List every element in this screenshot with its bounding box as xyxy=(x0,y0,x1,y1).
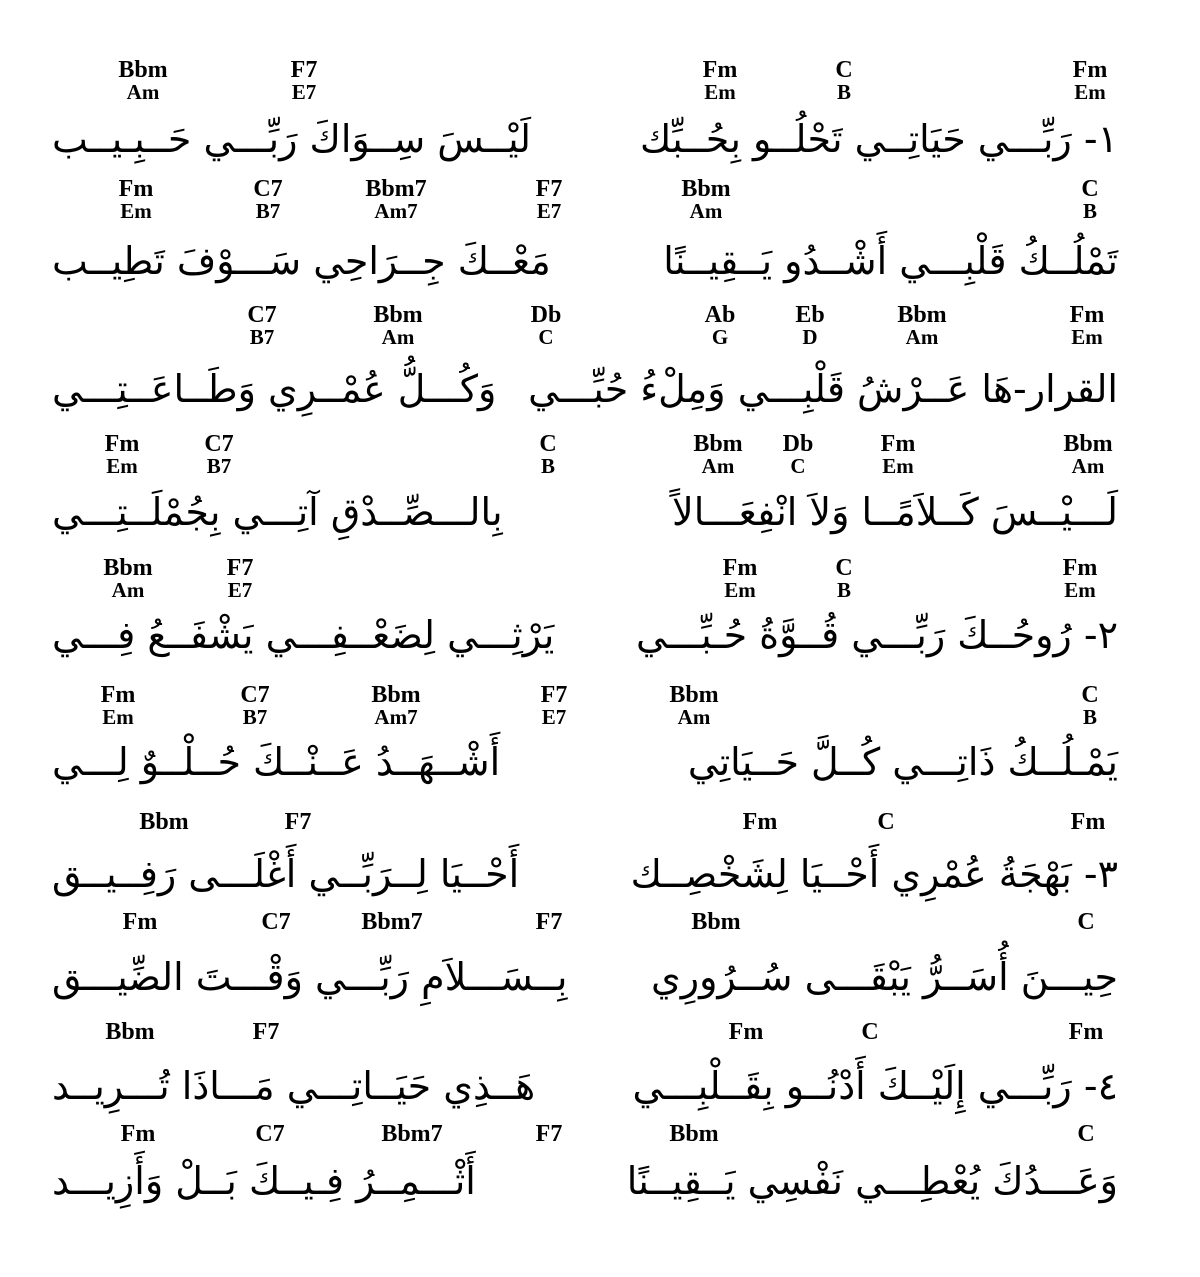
lyric-line-left-2: وَكُـــلُّ عُمْــرِي وَطَــاعَــتِـــي xyxy=(52,367,497,411)
lyric-line-right-6: ٣- بَهْجَةُ عُمْرِي أَحْــيَا لِشَخْصِــك xyxy=(630,852,1118,896)
chord-left-4-1 xyxy=(227,556,254,601)
chord-alt-name: B xyxy=(1082,199,1097,223)
chord-alt-name: Em xyxy=(106,454,138,478)
chord-alt-name: Em xyxy=(1071,325,1103,349)
chord-alt-name: Em xyxy=(1074,80,1106,104)
chord-name: C xyxy=(1077,1121,1095,1147)
chord-name: F7 xyxy=(540,682,568,708)
chord-right-6-0 xyxy=(743,810,778,834)
chord-alt-name: Em xyxy=(704,80,736,104)
lyric-line-left-6: أَحْــيَا لِــرَبِّــي أَغْلَـــى رَفِــيــق xyxy=(52,852,520,896)
chord-name: C7 xyxy=(253,176,283,202)
chord-right-2-3 xyxy=(1070,303,1105,348)
chord-alt-name: Am xyxy=(677,705,711,729)
chord-right-5-1 xyxy=(1081,683,1098,728)
chord-name: Db xyxy=(530,302,562,328)
chord-name: C xyxy=(835,555,853,581)
chord-left-9-1 xyxy=(255,1122,284,1146)
chord-right-0-2 xyxy=(1073,58,1108,103)
chord-left-0-1 xyxy=(291,58,318,103)
lyric-line-left-9: أَثْـــمِــرُ فِـيــكَ بَــلْ وَأَزِيـــد xyxy=(52,1159,476,1203)
chord-name: Fm xyxy=(1062,555,1098,581)
chord-left-7-2 xyxy=(361,910,422,934)
chord-name: Bbm xyxy=(371,682,421,708)
chord-name: F7 xyxy=(290,57,318,83)
chord-right-3-0 xyxy=(693,432,742,477)
chord-alt-name: Am xyxy=(381,325,415,349)
chord-name: Bbm xyxy=(103,555,153,581)
chord-right-0-1 xyxy=(835,58,852,103)
chord-alt-name: Am7 xyxy=(374,705,418,729)
chord-name: C7 xyxy=(240,682,270,708)
chord-alt-name: E7 xyxy=(291,80,317,104)
chord-right-4-0 xyxy=(723,556,758,601)
lyric-line-right-5: يَمْـلُــكُ ذَاتِـــي كُــلَّ حَــيَاتِي xyxy=(687,740,1118,784)
chord-left-2-1 xyxy=(373,303,422,348)
chord-left-7-0 xyxy=(123,910,158,934)
chord-right-3-2 xyxy=(881,432,916,477)
chord-alt-name: C xyxy=(790,454,806,478)
chord-alt-name: Am7 xyxy=(374,199,418,223)
chord-name: F7 xyxy=(535,909,563,935)
chord-alt-name: Am xyxy=(689,199,723,223)
chord-name: F7 xyxy=(535,1121,563,1147)
chord-name: C xyxy=(861,1019,879,1045)
chord-name: Bbm xyxy=(691,909,741,935)
chord-left-2-0 xyxy=(247,303,276,348)
lyric-line-right-2: القرار-هَا عَــرْشُ قَلْبِـــي وَمِلْءُ حُبِّـــي xyxy=(528,367,1118,411)
chord-right-7-1 xyxy=(1077,910,1094,934)
lyric-line-left-7: بِــسَـــلاَمِ رَبِّـــي وَقْـــتَ الضِّيـــق xyxy=(52,955,568,999)
chord-alt-name: D xyxy=(802,325,818,349)
lyric-line-left-5: أَشْــهَــدُ عَــنْــكَ حُــلْــوٌ لِـــي xyxy=(52,740,501,784)
chord-left-7-3 xyxy=(536,910,563,934)
chord-name: Fm xyxy=(742,809,778,835)
chord-left-6-0 xyxy=(139,810,188,834)
chord-alt-name: E7 xyxy=(227,578,253,602)
chord-alt-name: B xyxy=(1082,705,1097,729)
chord-right-4-1 xyxy=(835,556,852,601)
lyric-line-right-1: تَمْلُــكُ قَلْبِـــي أَشْــدُو يَــقِيــنًا xyxy=(663,239,1118,283)
chord-right-6-1 xyxy=(877,810,894,834)
chord-right-2-1 xyxy=(795,303,824,348)
chord-left-3-2 xyxy=(539,432,556,477)
chord-right-1-1 xyxy=(1081,177,1098,222)
lyric-line-left-0: لَيْــسَ سِــوَاكَ رَبِّـــي حَــبِـيــب xyxy=(52,117,532,161)
chord-name: Ab xyxy=(704,302,736,328)
chord-right-5-0 xyxy=(669,683,718,728)
lyric-line-right-0: ١- رَبِّـــي حَيَاتِــي تَحْلُــو بِحُــبِّك xyxy=(640,117,1118,161)
chord-name: C7 xyxy=(261,909,291,935)
chord-name: Fm xyxy=(1068,1019,1104,1045)
chord-name: Fm xyxy=(880,431,916,457)
chord-name: Fm xyxy=(1069,302,1105,328)
chord-name: Bbm xyxy=(669,1121,719,1147)
chord-left-5-2 xyxy=(371,683,420,728)
chord-alt-name: B7 xyxy=(255,199,281,223)
chord-alt-name: Em xyxy=(120,199,152,223)
chord-name: C xyxy=(1077,909,1095,935)
chord-right-8-2 xyxy=(1069,1020,1104,1044)
chord-name: F7 xyxy=(535,176,563,202)
chord-name: Fm xyxy=(1070,809,1106,835)
lyric-line-right-9: وَعَـــدُكَ يُعْطِـــي نَفْسِي يَــقِيــنًا xyxy=(626,1159,1118,1203)
chord-left-7-1 xyxy=(261,910,290,934)
chord-alt-name: B xyxy=(540,454,555,478)
chord-left-1-1 xyxy=(253,177,282,222)
chord-alt-name: B xyxy=(836,80,851,104)
chord-name: C xyxy=(877,809,895,835)
chord-name: Bbm xyxy=(897,302,947,328)
chord-alt-name: G xyxy=(711,325,729,349)
lyric-line-left-3: بِالـــصِّــدْقِ آتِـــي بِجُمْلَــتِـــي xyxy=(52,490,503,534)
chord-right-8-0 xyxy=(729,1020,764,1044)
chord-left-5-1 xyxy=(240,683,269,728)
chord-right-9-1 xyxy=(1077,1122,1094,1146)
chord-left-8-1 xyxy=(253,1020,280,1044)
chord-alt-name: E7 xyxy=(536,199,562,223)
chord-left-1-3 xyxy=(536,177,563,222)
chord-name: F7 xyxy=(252,1019,280,1045)
chord-alt-name: Em xyxy=(102,705,134,729)
chord-alt-name: B7 xyxy=(249,325,275,349)
chord-name: C xyxy=(1081,176,1099,202)
chord-right-1-0 xyxy=(681,177,730,222)
lyric-line-right-3: لَـــيْــسَ كَــلاَمًــا وَلاَ انْفِعَـــالاً xyxy=(672,490,1118,534)
chord-name: Bbm xyxy=(681,176,731,202)
chord-name: Eb xyxy=(795,302,825,328)
chord-name: C xyxy=(835,57,853,83)
chord-alt-name: Em xyxy=(882,454,914,478)
chord-name: Fm xyxy=(702,57,738,83)
chord-name: Fm xyxy=(122,909,158,935)
chord-alt-name: B7 xyxy=(206,454,232,478)
chord-left-0-0 xyxy=(118,58,167,103)
chord-name: F7 xyxy=(284,809,312,835)
lyric-line-right-7: حِيـــنَ أُسَــرُّ يَبْقَـــى سُــرُورِي xyxy=(650,955,1118,999)
chord-alt-name: B xyxy=(836,578,851,602)
chord-left-9-0 xyxy=(121,1122,156,1146)
chord-name: Fm xyxy=(120,1121,156,1147)
chord-left-3-1 xyxy=(204,432,233,477)
chord-left-1-0 xyxy=(119,177,154,222)
chord-name: Bbm7 xyxy=(365,176,427,202)
chord-right-3-3 xyxy=(1063,432,1112,477)
chord-alt-name: Am xyxy=(111,578,145,602)
chord-name: Fm xyxy=(722,555,758,581)
chord-right-3-1 xyxy=(783,432,814,477)
chord-name: Fm xyxy=(118,176,154,202)
chord-name: C xyxy=(1081,682,1099,708)
chord-name: Fm xyxy=(1072,57,1108,83)
chord-right-7-0 xyxy=(691,910,740,934)
lyric-line-left-8: هَــذِي حَيَــاتِـــي مَـــاذَا تُـــرِيــد xyxy=(52,1064,536,1108)
chord-left-6-1 xyxy=(285,810,312,834)
chord-left-5-0 xyxy=(101,683,136,728)
chord-left-1-2 xyxy=(365,177,426,222)
chord-left-8-0 xyxy=(105,1020,154,1044)
chord-alt-name: C xyxy=(538,325,554,349)
chord-name: C xyxy=(539,431,557,457)
chord-left-4-0 xyxy=(103,556,152,601)
chord-name: Bbm7 xyxy=(381,1121,443,1147)
chord-left-2-2 xyxy=(531,303,562,348)
chord-left-5-3 xyxy=(541,683,568,728)
chord-alt-name: B7 xyxy=(242,705,268,729)
chord-left-3-0 xyxy=(105,432,140,477)
chord-name: Bbm xyxy=(139,809,189,835)
chord-alt-name: E7 xyxy=(541,705,567,729)
chord-right-2-2 xyxy=(897,303,946,348)
chord-alt-name: Am xyxy=(126,80,160,104)
chord-right-9-0 xyxy=(669,1122,718,1146)
chord-right-0-0 xyxy=(703,58,738,103)
chord-name: Bbm xyxy=(118,57,168,83)
chord-name: C7 xyxy=(204,431,234,457)
chord-alt-name: Am xyxy=(701,454,735,478)
chord-left-9-3 xyxy=(536,1122,563,1146)
chord-right-2-0 xyxy=(705,303,736,348)
chord-name: Bbm xyxy=(373,302,423,328)
chord-right-6-2 xyxy=(1071,810,1106,834)
chord-alt-name: Em xyxy=(724,578,756,602)
chord-alt-name: Am xyxy=(1071,454,1105,478)
chord-name: C7 xyxy=(255,1121,285,1147)
chord-name: Fm xyxy=(100,682,136,708)
chord-name: Bbm xyxy=(693,431,743,457)
chord-name: F7 xyxy=(226,555,254,581)
chord-alt-name: Em xyxy=(1064,578,1096,602)
chord-name: Db xyxy=(782,431,814,457)
chord-right-4-2 xyxy=(1063,556,1098,601)
lyric-line-left-4: يَرْثِـــي لِضَعْــفِـــي يَشْفَــعُ فِـــي xyxy=(52,613,555,657)
chord-name: Bbm xyxy=(1063,431,1113,457)
lyric-line-left-1: مَعْــكَ جِــرَاحِي سَـــوْفَ تَطِيــب xyxy=(52,239,551,283)
chord-name: Fm xyxy=(728,1019,764,1045)
chord-right-8-1 xyxy=(861,1020,878,1044)
chord-left-9-2 xyxy=(381,1122,442,1146)
chord-name: Bbm7 xyxy=(361,909,423,935)
chord-name: Bbm xyxy=(105,1019,155,1045)
chord-name: Bbm xyxy=(669,682,719,708)
chord-name: C7 xyxy=(247,302,277,328)
lyric-line-right-8: ٤- رَبِّـــي إِلَيْــكَ أَدْنُــو بِقَــلْبِـــي xyxy=(632,1064,1118,1108)
chord-name: Fm xyxy=(104,431,140,457)
chord-alt-name: Am xyxy=(905,325,939,349)
lyric-line-right-4: ٢- رُوحُــكَ رَبِّـــي قُــوَّةُ حُـبِّـــي xyxy=(635,613,1118,657)
